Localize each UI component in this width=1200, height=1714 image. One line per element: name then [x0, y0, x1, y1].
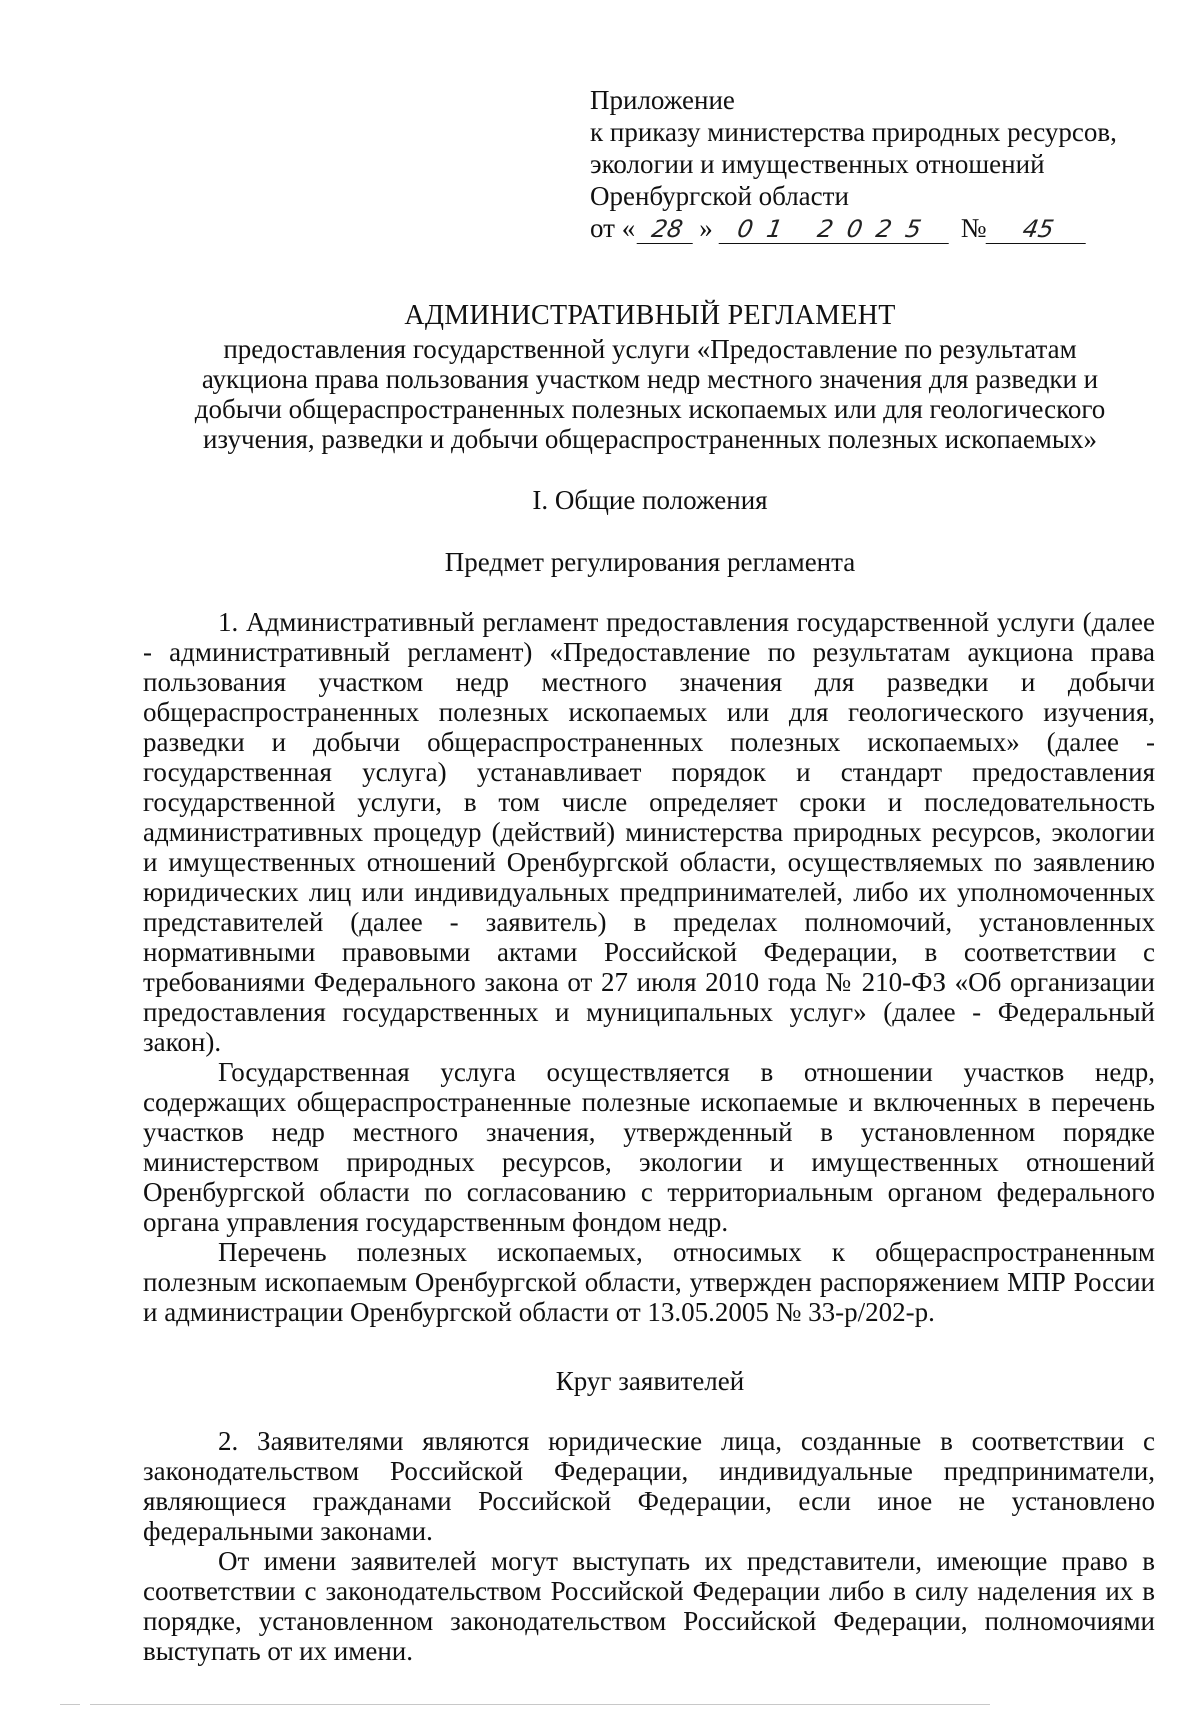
- date-from-label: от «: [590, 213, 636, 243]
- body-text-section-2: [143, 1426, 1155, 1666]
- approval-line-ministry: экологии и имущественных отношений: [590, 149, 1045, 179]
- section-heading-subject: Предмет регулирования регламента: [444, 547, 856, 577]
- document-title-block: [110, 300, 1190, 454]
- subtitle-line: добычи общераспространенных полезных ископаемых или для геологического: [194, 394, 1106, 424]
- paragraph-5: От имени заявителей могут выступать их представители, имеющие право в соответствии с законодательством Российской Федерации либо в силу наделения их в порядке, установленном законодательством Российской Федерации, полномочиями выступать от их имени.: [143, 1546, 1155, 1666]
- paragraph-3: Перечень полезных ископаемых, относимых к общераспространенным полезным ископаемым Оренбургской области, утвержден распоряжением МПР России и администрации Оренбургской области от 13.05.2005 № 33-р/202-р.: [143, 1237, 1155, 1327]
- handwritten-order-number: 45: [986, 217, 1091, 244]
- approval-line-region: Оренбургской области: [590, 181, 849, 211]
- handwritten-date-day: 28: [637, 217, 698, 244]
- subtitle-line: изучения, разведки и добычи общераспространенных полезных ископаемых»: [202, 424, 1098, 454]
- approval-date-line: [590, 212, 1150, 244]
- document-title: АДМИНИСТРАТИВНЫЙ РЕГЛАМЕНТ: [404, 300, 896, 331]
- date-quote-close: »: [699, 213, 713, 243]
- paragraph-2: Государственная услуга осуществляется в отношении участков недр, содержащих общераспространенные полезные ископаемые и включенных в перечень участков недр местного значения, утвержденный в установленном порядке министерством природных ресурсов, экологии и имущественных отношений Оренбургской области по согласованию с территориальным органом федерального органа управления государственным фондом недр.: [143, 1057, 1155, 1237]
- document-subtitle: [110, 334, 1190, 454]
- subtitle-line: аукциона права пользования участком недр местного значения для разведки и: [201, 364, 1099, 394]
- body-text-section-1: [143, 607, 1155, 1327]
- scan-artifact-line: [60, 1704, 80, 1705]
- scan-artifact-line: [90, 1704, 990, 1705]
- paragraph-4: 2. Заявителями являются юридические лица, созданные в соответствии с законодательством Российской Федерации, индивидуальные предприниматели, являющиеся гражданами Российской Федерации, если иное не установлено федеральными законами.: [143, 1426, 1155, 1546]
- number-label: №: [960, 213, 987, 243]
- approval-block: [590, 84, 1150, 244]
- section-heading-applicants: Круг заявителей: [555, 1366, 745, 1396]
- approval-line-appendix: Приложение: [590, 85, 735, 115]
- section-heading-general: I. Общие положения: [532, 485, 768, 515]
- subtitle-line: предоставления государственной услуги «Предоставление по результатам: [223, 334, 1077, 364]
- handwritten-date-month-year: 01 2025: [718, 217, 953, 244]
- approval-line-order: к приказу министерства природных ресурсов,: [590, 117, 1117, 147]
- paragraph-1: 1. Административный регламент предоставления государственной услуги (далее - административный регламент) «Предоставление по результатам аукциона права пользования участком недр местного значения для разведки и добычи общераспространенных полезных ископаемых или для геологического изучения, разведки и добычи общераспространенных полезных ископаемых» (далее - государственная услуга) устанавливает порядок и стандарт предоставления государственной услуги, в том числе определяет сроки и последовательность административных процедур (действий) министерства природных ресурсов, экологии и имущественных отношений Оренбургской области, осуществляемых по заявлению юридических лиц или индивидуальных предпринимателей, либо их уполномоченных представителей (далее - заявитель) в пределах полномочий, установленных нормативными правовыми актами Российской Федерации, в соответствии с требованиями Федерального закона от 27 июля 2010 года № 210-ФЗ «Об организации предоставления государственных и муниципальных услуг» (далее - Федеральный закон).: [143, 607, 1155, 1057]
